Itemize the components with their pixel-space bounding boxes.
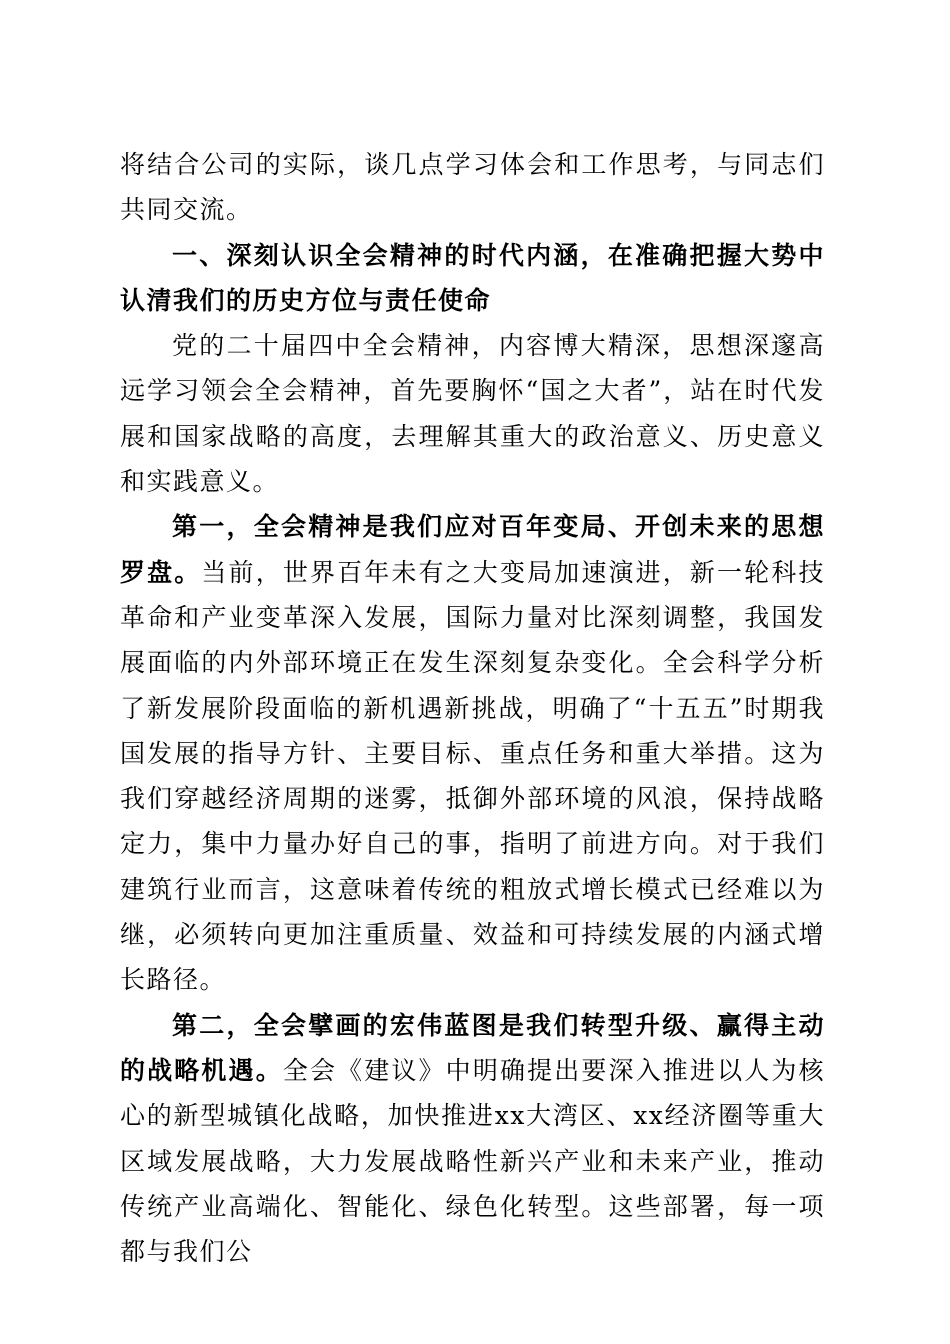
point-two-paragraph bbox=[120, 1003, 825, 1275]
document-body bbox=[120, 142, 825, 1274]
point-one-body: 当前，世界百年未有之大变局加速演进，新一轮科技革命和产业变革深入发展，国际力量对比深刻调整，我国发展面临的内外部环境正在发生深刻复杂变化。全会科学分析了新发展阶段面临的新机遇新挑战，明确了“十五五”时期我国发展的指导方针、主要目标、重点任务和重大举措。这为我们穿越经济周期的迷雾，抵御外部环境的风浪，保持战略定力，集中力量办好自己的事，指明了前进方向。对于我们建筑行业而言，这意味着传统的粗放式增长模式已经难以为继，必须转向更加注重质量、效益和可持续发展的内涵式增长路径。 bbox=[120, 557, 825, 995]
continuation-paragraph: 将结合公司的实际，谈几点学习体会和工作思考，与同志们共同交流。 bbox=[120, 150, 825, 225]
point-two-lead: 第二，全会擘画的宏伟蓝图是我们转型升级、赢得主动的战略机遇。 bbox=[120, 1010, 825, 1085]
section-heading: 一、深刻认识全会精神的时代内涵，在准确把握大势中认清我们的历史方位与责任使命 bbox=[120, 240, 825, 315]
intro-paragraph: 党的二十届四中全会精神，内容博大精深，思想深邃高远学习领会全会精神，首先要胸怀“国之大者”，站在时代发展和国家战略的高度，去理解其重大的政治意义、历史意义和实践意义。 bbox=[120, 331, 825, 497]
point-two-body: 全会《建议》中明确提出要深入推进以人为核心的新型城镇化战略，加快推进xx大湾区、xx经济圈等重大区域发展战略，大力发展战略性新兴产业和未来产业，推动传统产业高端化、智能化、绿色化转型。这些部署，每一项都与我们公 bbox=[120, 1055, 825, 1267]
point-one-lead: 第一，全会精神是我们应对百年变局、开创未来的思想罗盘。 bbox=[120, 512, 825, 587]
point-one-paragraph bbox=[120, 504, 825, 1002]
